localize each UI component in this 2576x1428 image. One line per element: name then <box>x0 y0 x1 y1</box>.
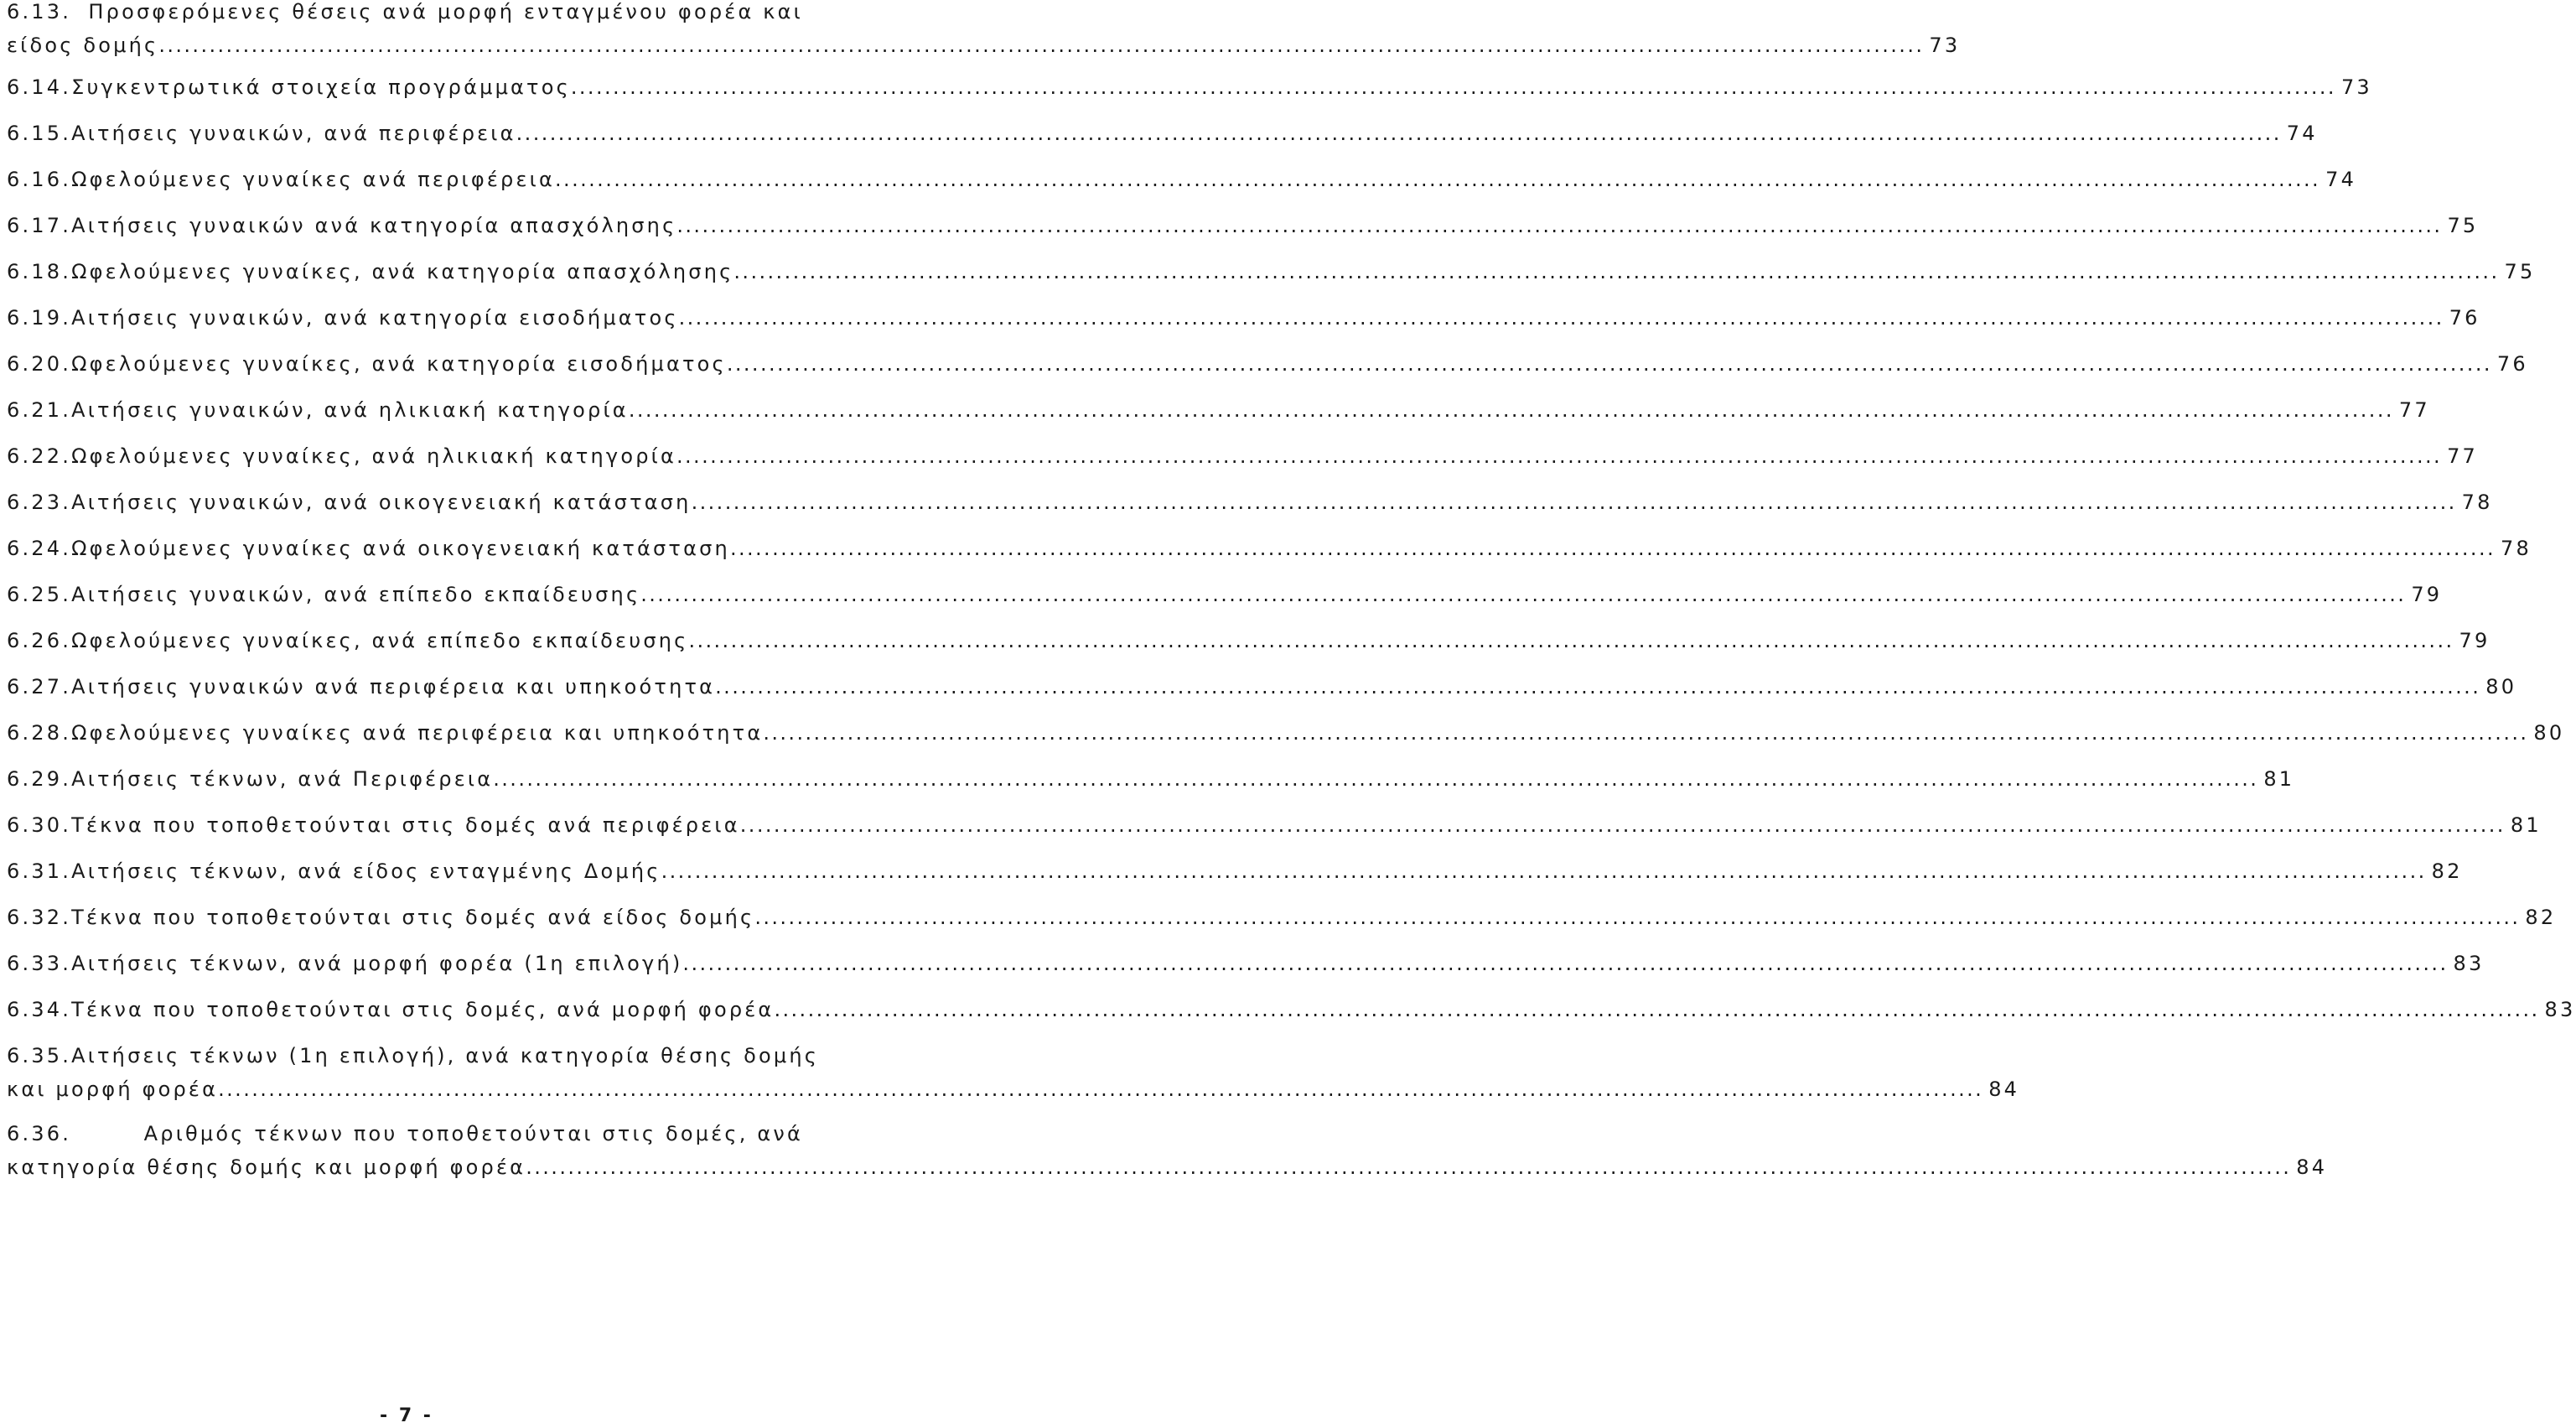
toc-entry-number: 6.16. <box>7 168 72 191</box>
toc-entry-number: 6.17. <box>7 214 72 237</box>
toc-entry-number: 6.21. <box>7 398 72 422</box>
dot-leader <box>733 260 2499 283</box>
toc-entry-line <box>7 260 2536 293</box>
toc-entry-title: Συγκεντρωτικά στοιχεία προγράμματος <box>71 75 571 99</box>
toc-entry-number: 6.32. <box>7 906 72 929</box>
toc-entry-line <box>7 1155 2328 1189</box>
dot-leader <box>555 168 2320 191</box>
dot-leader <box>688 629 2454 652</box>
toc-entry-title-line1: Αριθμός τέκνων που τοποθετούνται στις δομές, ανά <box>143 1122 803 1145</box>
toc-entry-6-17[interactable] <box>7 214 2479 247</box>
toc-entry-title: Αιτήσεις γυναικών, ανά περιφέρεια <box>71 122 516 145</box>
toc-entry-line <box>7 34 1961 67</box>
dot-leader <box>682 952 2448 975</box>
toc-entry-title: Τέκνα που τοποθετούνται στις δομές ανά περιφέρεια <box>71 813 740 837</box>
toc-entry-number: 6.18. <box>7 260 72 283</box>
toc-entry-title: Ωφελούμενες γυναίκες, ανά ηλικιακή κατηγορία <box>71 444 676 468</box>
toc-entry-6-21[interactable] <box>7 398 2430 432</box>
toc-entry-6-32[interactable] <box>7 906 2557 939</box>
toc-entry-title: Τέκνα που τοποθετούνται στις δομές ανά είδος δομής <box>71 906 755 929</box>
dot-leader <box>740 813 2506 837</box>
dot-leader <box>493 767 2258 791</box>
toc-entry-line <box>7 767 2295 801</box>
toc-entry-number: 6.19. <box>7 306 72 330</box>
toc-entry-title: Αιτήσεις τέκνων, ανά είδος ενταγμένης Δομής <box>71 859 661 883</box>
toc-entry-number: 6.25. <box>7 583 72 606</box>
toc-entry-6-28[interactable] <box>7 721 2565 755</box>
toc-entry-line <box>7 998 2576 1031</box>
toc-entry-6-20[interactable] <box>7 352 2528 386</box>
toc-entry-line <box>7 491 2493 524</box>
toc-entry-number: 6.15. <box>7 122 72 145</box>
toc-entry-title: Ωφελούμενες γυναίκες, ανά κατηγορία εισοδήματος <box>71 352 727 376</box>
toc-entry-number: 6.28. <box>7 721 72 745</box>
toc-page-number: 76 <box>2496 352 2528 376</box>
toc-entry-6-19[interactable] <box>7 306 2480 340</box>
toc-entry-line <box>7 352 2528 386</box>
toc-entry-6-33[interactable] <box>7 952 2485 985</box>
toc-entry-title: Αιτήσεις γυναικών, ανά επίπεδο εκπαίδευσης <box>71 583 641 606</box>
toc-entry-6-24[interactable] <box>7 537 2532 570</box>
toc-entry-title: Ωφελούμενες γυναίκες ανά περιφέρεια <box>71 168 556 191</box>
dot-leader <box>727 352 2492 376</box>
toc-entry-number: 6.27. <box>7 675 72 698</box>
toc-page-number: 77 <box>2447 444 2479 468</box>
toc-entry-6-18[interactable] <box>7 260 2536 293</box>
dot-leader <box>730 537 2496 560</box>
toc-page-number: 77 <box>2398 398 2430 422</box>
toc-page-number: 82 <box>2525 906 2557 929</box>
dot-leader <box>692 491 2457 514</box>
toc-page-number: 80 <box>2533 721 2565 745</box>
toc-entry-number: 6.36. <box>7 1122 72 1145</box>
toc-entry-title: Ωφελούμενες γυναίκες ανά περιφέρεια και υπηκοότητα <box>71 721 764 745</box>
toc-entry-line <box>7 1122 803 1155</box>
toc-entry-title: Αιτήσεις γυναικών, ανά οικογενειακή κατάσταση <box>71 491 692 514</box>
toc-entry-title: είδος δομής <box>7 34 159 57</box>
toc-entry-number: 6.29. <box>7 767 72 791</box>
toc-entry-number: 6.13. <box>7 0 72 23</box>
toc-entry-line <box>7 537 2532 570</box>
toc-page-number: 78 <box>2461 491 2493 514</box>
toc-entry-line <box>7 306 2480 340</box>
toc-page-number: 83 <box>2544 998 2576 1021</box>
toc-page-number: 73 <box>2340 75 2372 99</box>
dot-leader <box>676 444 2442 468</box>
toc-page-number: 81 <box>2263 767 2295 791</box>
toc-entry-line <box>7 168 2357 201</box>
toc-entry-title: Αιτήσεις γυναικών ανά κατηγορία απασχόλησης <box>71 214 677 237</box>
toc-entry-number: 6.31. <box>7 859 72 883</box>
toc-entry-6-29[interactable] <box>7 767 2295 801</box>
toc-entry-number: 6.14. <box>7 75 72 99</box>
toc-entry-number: 6.20. <box>7 352 72 376</box>
toc-page-number: 82 <box>2431 859 2463 883</box>
toc-entry-line <box>7 952 2485 985</box>
dot-leader <box>516 122 2282 145</box>
toc-page-number: 78 <box>2501 537 2532 560</box>
toc-entry-6-13[interactable] <box>7 0 1961 67</box>
toc-page-number: 74 <box>2286 122 2318 145</box>
toc-page-number: 76 <box>2449 306 2480 330</box>
toc-entry-line <box>7 583 2443 616</box>
toc-entry-6-14[interactable] <box>7 75 2372 109</box>
toc-entry-6-25[interactable] <box>7 583 2443 616</box>
toc-entry-line <box>7 859 2463 893</box>
toc-entry-line <box>7 398 2430 432</box>
toc-entry-title: Αιτήσεις γυναικών, ανά κατηγορία εισοδήματος <box>71 306 679 330</box>
toc-entry-title: Τέκνα που τοποθετούνται στις δομές, ανά μορφή φορέα <box>71 998 775 1021</box>
toc-entry-title: Αιτήσεις γυναικών, ανά ηλικιακή κατηγορία <box>71 398 629 422</box>
toc-entry-title: Αιτήσεις τέκνων, ανά Περιφέρεια <box>71 767 494 791</box>
dot-leader <box>640 583 2406 606</box>
dot-leader <box>763 721 2528 745</box>
toc-entry-title: Αιτήσεις γυναικών ανά περιφέρεια και υπηκοότητα <box>71 675 716 698</box>
toc-entry-number: 6.34. <box>7 998 72 1021</box>
dot-leader <box>754 906 2520 929</box>
toc-entry-line <box>7 122 2318 155</box>
page-number-footer: - 7 - <box>380 1405 433 1426</box>
toc-entry-6-16[interactable] <box>7 168 2357 201</box>
toc-entry-line <box>7 444 2479 478</box>
toc-entry-number: 6.26. <box>7 629 72 652</box>
toc-page-number: 73 <box>1929 34 1961 57</box>
toc-page-number: 81 <box>2510 813 2542 837</box>
toc-entry-line <box>7 1044 820 1077</box>
toc-entry-line <box>7 0 803 34</box>
dot-leader <box>526 1155 2291 1179</box>
toc-page-number: 80 <box>2485 675 2517 698</box>
toc-page-number: 79 <box>2459 629 2490 652</box>
toc-page-number: 75 <box>2504 260 2536 283</box>
toc-entry-number: 6.24. <box>7 537 72 560</box>
toc-entry-number: 6.35. <box>7 1044 72 1067</box>
toc-entry-title: και μορφή φορέα <box>7 1077 219 1101</box>
toc-entry-6-27[interactable] <box>7 675 2517 709</box>
toc-entry-number: 6.30. <box>7 813 72 837</box>
toc-page-number: 75 <box>2447 214 2479 237</box>
toc-entry-line <box>7 675 2517 709</box>
toc-entry-number: 6.33. <box>7 952 72 975</box>
toc-entry-6-26[interactable] <box>7 629 2490 662</box>
toc-entry-line <box>7 214 2479 247</box>
toc-entry-title: κατηγορία θέσης δομής και μορφή φορέα <box>7 1155 526 1179</box>
toc-entry-title: Ωφελούμενες γυναίκες, ανά κατηγορία απασχόλησης <box>71 260 734 283</box>
toc-entry-6-34[interactable] <box>7 998 2576 1031</box>
toc-entry-6-23[interactable] <box>7 491 2493 524</box>
dot-leader <box>774 998 2539 1021</box>
toc-entry-line <box>7 906 2557 939</box>
toc-entry-title-line1: Προσφερόμενες θέσεις ανά μορφή ενταγμένου φορέα και <box>88 0 803 23</box>
toc-page-number: 83 <box>2453 952 2485 975</box>
toc-entry-6-15[interactable] <box>7 122 2318 155</box>
toc-entry-number: 6.23. <box>7 491 72 514</box>
toc-entry-title: Ωφελούμενες γυναίκες, ανά επίπεδο εκπαίδευσης <box>71 629 689 652</box>
toc-entry-6-35[interactable] <box>7 1044 2020 1111</box>
toc-entry-line <box>7 813 2542 847</box>
toc-page-number: 74 <box>2325 168 2357 191</box>
dot-leader <box>715 675 2480 698</box>
dot-leader <box>676 214 2442 237</box>
toc-page-number: 84 <box>1988 1077 2020 1101</box>
toc-entry-title: Ωφελούμενες γυναίκες ανά οικογενειακή κατάσταση <box>71 537 730 560</box>
dot-leader <box>679 306 2444 330</box>
toc-entry-line <box>7 75 2372 109</box>
toc-entry-line <box>7 1077 2020 1111</box>
toc-entry-line <box>7 721 2565 755</box>
dot-leader <box>218 1077 1983 1101</box>
toc-entry-number: 6.22. <box>7 444 72 468</box>
toc-entry-6-31[interactable] <box>7 859 2463 893</box>
toc-page-number: 79 <box>2411 583 2443 606</box>
toc-entry-6-36[interactable] <box>7 1122 2328 1189</box>
toc-entry-title-line1: Αιτήσεις τέκνων (1η επιλογή), ανά κατηγορία θέσης δομής <box>71 1044 820 1067</box>
dot-leader <box>571 75 2336 99</box>
dot-leader <box>661 859 2427 883</box>
toc-entry-title: Αιτήσεις τέκνων, ανά μορφή φορέα (1η επιλογή) <box>71 952 683 975</box>
toc-entry-6-22[interactable] <box>7 444 2479 478</box>
toc-entry-line <box>7 629 2490 662</box>
toc-page-number: 84 <box>2296 1155 2328 1179</box>
dot-leader <box>629 398 2394 422</box>
toc-entry-6-30[interactable] <box>7 813 2542 847</box>
dot-leader <box>158 34 1924 57</box>
